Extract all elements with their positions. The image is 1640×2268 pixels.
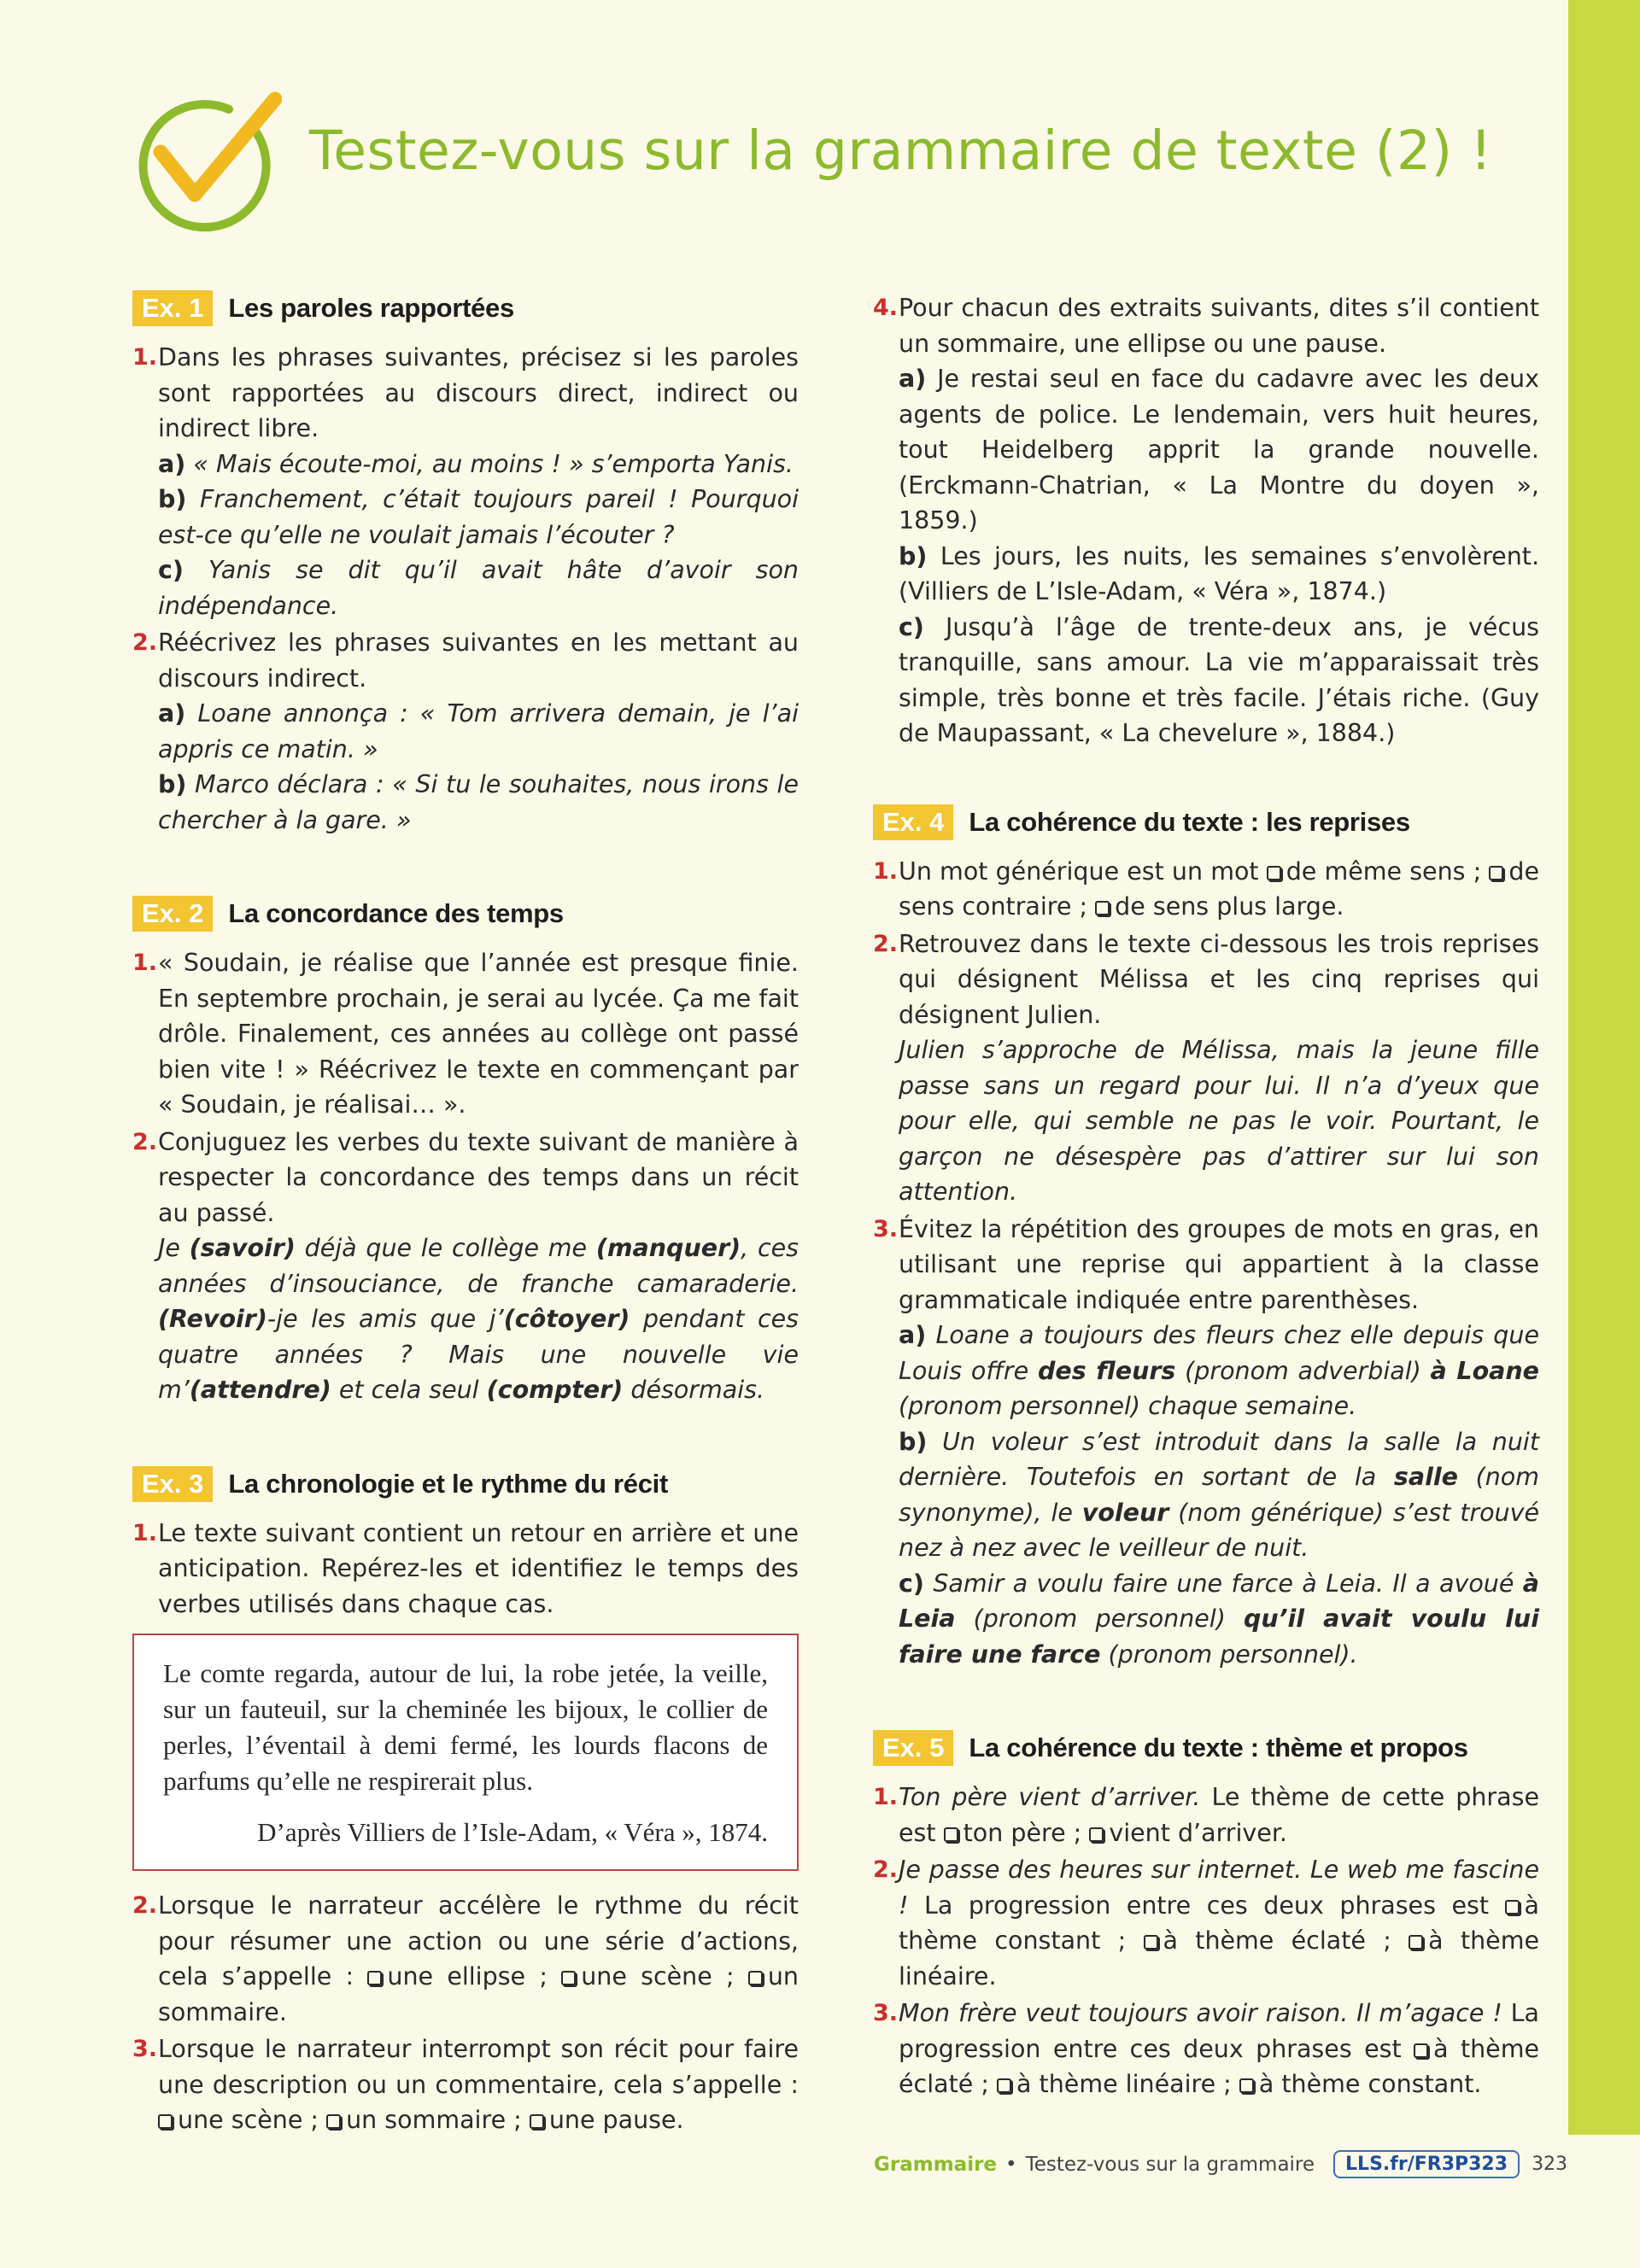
question-number: 1. [132,950,158,976]
option-label: de sens plus large. [1115,892,1344,921]
option-label: une scène ; [581,1962,735,1990]
footer-section: Grammaire [874,2153,998,2176]
checkbox-icon[interactable] [1489,866,1503,880]
exercise-3-continued [873,290,1539,751]
exercise-title: La concordance des temps [228,898,564,928]
question [873,1212,1539,1673]
question-number: 2. [132,1892,158,1919]
option-label: une pause. [548,2106,684,2134]
item-text: Marco déclara : « Si tu le souhaites, nous irons le chercher à la gare. » [158,770,799,834]
item-label: c) [158,556,184,584]
item: c) Samir a voulu faire une farce à Leia. Il a avoué à Leia (pronom personnel) qu’il avait voulu lui faire une farce (pronom personnel). [899,1569,1539,1669]
left-column [132,290,799,2196]
question [873,290,1539,751]
question-text: Dans les phrases suivantes, précisez si les paroles sont rapportées au discours direct, indirect ou indirect libre. [158,343,799,442]
checkbox-icon[interactable] [1239,2078,1254,2093]
footer-separator: • [1005,2153,1017,2176]
checkmark-circle-icon [128,85,282,239]
item-label: a) [158,699,186,728]
option-label: un sommaire. [158,1962,799,2026]
footer-subtitle: Testez-vous sur la grammaire [1025,2153,1315,2176]
question-number: 2. [132,1128,158,1155]
question-number: 2. [873,930,899,957]
option-label: à thème éclaté ; [899,2034,1540,2098]
question-number: 1. [132,344,158,371]
option-label: à thème constant. [1258,2070,1482,2098]
item-label: b) [899,541,928,570]
item-text: Les jours, les nuits, les semaines s’envolèrent. (Villiers de L’Isle-Adam, « Véra », 1874.) [899,541,1540,605]
checkbox-icon[interactable] [1505,1900,1520,1914]
option-label: un sommaire ; [346,2106,522,2134]
exercise-2 [132,896,799,1408]
question-text: Réécrivez les phrases suivantes en les mettant au discours indirect. [158,628,799,693]
checkbox-icon[interactable] [944,1827,958,1842]
question: 2. Je passe des heures sur internet. Le web me fascine ! La progression entre ces deux phrases est à thème constant ; à thème éclaté ; à thème linéaire. [873,1852,1539,1994]
option-label: vient d’arriver. [1109,1818,1287,1847]
item-label: b) [158,485,187,513]
option-label: de même sens ; [1286,856,1482,886]
question-text: « Soudain, je réalise que l’année est presque finie. En septembre prochain, je serai au lycée. Ça me fait drôle. Finalement, ces années au collège ont passé bien vite ! » Réécrivez le texte en commençant par « Soudain, je réalisai… ». [158,949,799,1119]
exercise-title: La chronologie et le rythme du récit [228,1468,668,1499]
question-text: Un mot générique est un mot [899,856,1259,886]
item: b) Un voleur s’est introduit dans la salle la nuit dernière. Toutefois en sortant de la salle (nom synonyme), le voleur (nom générique) s’est trouvé nez à nez avec le veilleur de nuit. [899,1427,1540,1562]
exercise-1 [132,290,799,838]
page-footer [874,2150,1567,2178]
exercise-5 [873,1730,1539,2102]
item-label: a) [899,365,927,393]
checkbox-icon[interactable] [530,2114,544,2129]
question-text: Conjuguez les verbes du texte suivant de manière à respecter la concordance des temps dans un récit au passé. [158,1127,799,1227]
question-number: 2. [873,1856,899,1883]
checkbox-icon[interactable] [1144,1935,1158,1949]
question [132,1516,799,1622]
item-text: Yanis se dit qu’il avait hâte d’avoir son indépendance. [158,556,799,620]
option-label: ton père ; [963,1818,1082,1847]
question-number: 1. [132,1519,158,1546]
question-text: Retrouvez dans le texte ci-dessous les trois reprises qui désignent Mélissa et les cinq reprises qui désignent Julien. [899,929,1539,1029]
question [873,926,1539,1210]
quote-box [132,1634,799,1871]
checkbox-icon[interactable] [158,2114,173,2129]
quote-text: Le comte regarda, autour de lui, la robe jetée, la veille, sur un fauteuil, sur la cheminée les bijoux, le collier de perles, l’éventail à demi fermé, les lourds flacons de parfums qu’elle ne respirerait plus. [163,1658,768,1796]
side-band [1568,0,1640,2135]
option-label: une ellipse ; [387,1962,548,1990]
exercise-tag: Ex. 1 [132,290,213,326]
question: 3. Mon frère veut toujours avoir raison. Il m’agace ! La progression entre ces deux phrases est à thème éclaté ; à thème linéaire ; à thème constant. [873,1996,1539,2102]
question [873,854,1539,925]
checkbox-icon[interactable] [1267,866,1281,880]
exercise-3 [132,1466,799,2138]
question-number: 4. [873,295,899,321]
exercise-passage: Julien s’approche de Mélissa, mais la jeune fille passe sans un regard pour lui. Il n’a d’yeux que pour elle, qui semble ne pas le voir. Pourtant, le garçon ne désespère pas d’attirer sur lui son attention. [899,1036,1539,1206]
option-label: à thème constant ; [899,1891,1539,1955]
exercise-title: La cohérence du texte : les reprises [969,806,1410,837]
question-number: 1. [873,857,899,885]
exercise-tag: Ex. 2 [132,896,213,932]
option-label: à thème linéaire ; [1016,2070,1232,2098]
option-label: une scène ; [178,2106,319,2134]
exercise-tag: Ex. 4 [873,804,953,840]
exercise-4 [873,804,1539,1673]
checkbox-icon[interactable] [367,1971,382,1985]
question [132,945,799,1123]
question [132,625,799,838]
option-label: à thème linéaire. [899,1926,1540,1990]
checkbox-icon[interactable] [1414,2043,1428,2058]
question [132,1125,799,1408]
exercise-title: Les paroles rapportées [228,293,514,323]
item-text: Loane annonça : « Tom arrivera demain, je l’ai appris ce matin. » [158,699,799,763]
option-label: à thème éclaté ; [1163,1926,1391,1955]
checkbox-icon[interactable] [1409,1935,1423,1949]
option-label: de sens contraire ; [899,856,1540,921]
question [132,2031,799,2138]
question-number: 2. [132,629,158,656]
question-number: 1. [873,1784,899,1810]
question [132,1888,799,2030]
item-text: « Mais écoute-moi, au moins ! » s’emporta Yanis. [193,449,794,478]
page-number: 323 [1532,2154,1568,2175]
exercise-tag: Ex. 3 [132,1466,213,1502]
footer-link[interactable]: LLS.fr/FR3P323 [1333,2150,1520,2178]
question-text: Évitez la répétition des groupes de mots en gras, en utilisant une reprise qui appartient à la classe grammaticale indiquée entre parenthèses. [899,1214,1539,1314]
page-title: Testez-vous sur la grammaire de texte (2) ! [309,120,1492,182]
item-label: a) [158,449,186,478]
checkbox-icon[interactable] [1089,1827,1104,1842]
checkbox-icon[interactable] [1095,901,1110,915]
question-number: 3. [132,2036,158,2062]
item-text: Franchement, c’était toujours pareil ! Pourquoi est-ce qu’elle ne voulait jamais l’écouter ? [158,485,799,549]
checkbox-icon[interactable] [326,2114,341,2129]
question-number: 3. [873,1215,899,1242]
question: 1. Ton père vient d’arriver. Le thème de cette phrase est ton père ; vient d’arriver. [873,1780,1539,1850]
question-text: Le texte suivant contient un retour en arrière et une anticipation. Repérez-les et identifiez le temps des verbes utilisés dans chaque cas. [158,1518,799,1618]
question-text: Lorsque le narrateur interrompt son récit pour faire une description ou un commentaire, cela s’appelle : [158,2035,799,2099]
quote-source: D’après Villiers de l’Isle-Adam, « Véra », 1874. [257,1817,768,1847]
checkbox-icon[interactable] [561,1971,576,1985]
item-text: Je restai seul en face du cadavre avec les deux agents de police. Le lendemain, vers huit heures, tout Heidelberg apprit la grande nouvelle. (Erckmann-Chatrian, « La Montre du doyen », 1859.) [899,365,1539,535]
right-column [873,290,1539,2160]
question-text: Lorsque le narrateur accélère le rythme du récit pour résumer une action ou une série d’actions, cela s’appelle : [158,1891,799,1990]
item: a) Loane a toujours des fleurs chez elle depuis que Louis offre des fleurs (pronom adverbial) à Loane (pronom personnel) chaque semaine. [899,1321,1539,1420]
exercise-tag: Ex. 5 [873,1730,953,1766]
checkbox-icon[interactable] [748,1971,763,1985]
exercise-title: La cohérence du texte : thème et propos [969,1733,1468,1762]
item-label: b) [158,770,187,798]
checkbox-icon[interactable] [997,2078,1011,2093]
question-number: 3. [873,2000,899,2026]
question-text: Pour chacun des extraits suivants, dites s’il contient un sommaire, une ellipse ou une pause. [899,294,1539,358]
item-text: Jusqu’à l’âge de trente-deux ans, je vécus tranquille, sans amour. La vie m’apparaissait très simple, très bonne et très facile. J’étais riche. (Guy de Maupassant, « La chevelure », 1884.) [899,612,1539,747]
item-label: c) [899,612,924,641]
question [132,340,799,623]
exercise-passage: Je (savoir) déjà que le collège me (manquer), ces années d’insouciance, de franche camaraderie. (Revoir)-je les amis que j’(côtoyer) pendant ces quatre années ? Mais une nouvelle vie m’(attendre) et cela seul (compter) désormais. [158,1234,800,1404]
